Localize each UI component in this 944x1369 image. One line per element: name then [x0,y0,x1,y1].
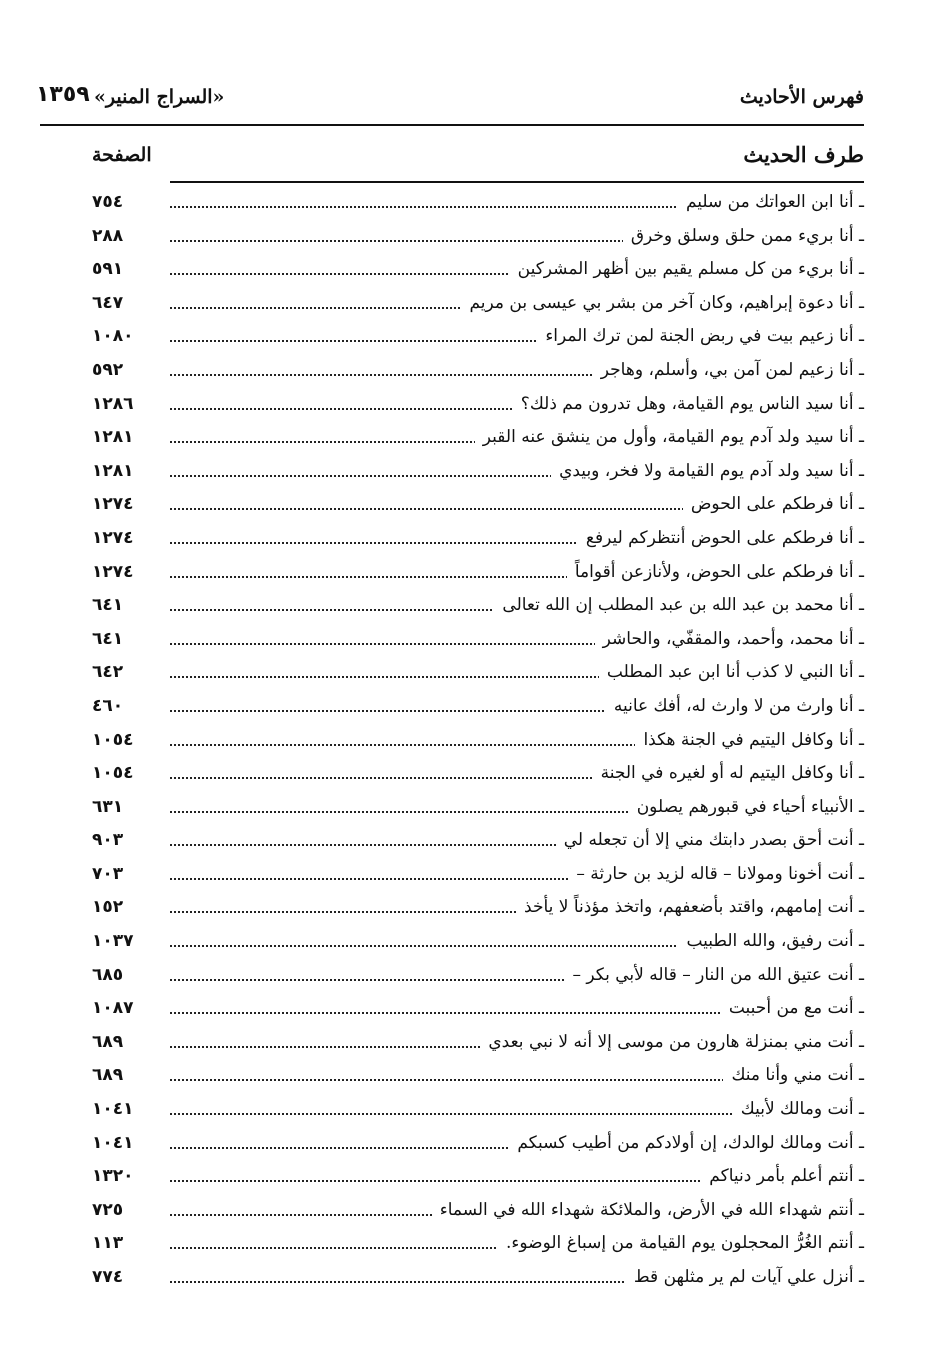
index-entry [40,354,864,388]
entry-page-number: ٦٤١ [92,628,124,649]
entry-hadith-text: ـ أنا وارث من لا وارث له، أفك عانيه [606,696,864,716]
entry-hadith-text: ـ أنا دعوة إبراهيم، وكان آخر من بشر بي عيسى بن مريم [461,293,864,313]
book-title: «السراج المنير» [94,86,225,108]
index-entry [40,925,864,959]
index-entry [40,959,864,993]
entry-page-number: ٦٤٧ [92,292,124,313]
entry-page-number: ١٠٣٧ [92,931,134,952]
entry-page-number: ١١٣ [92,1233,124,1254]
index-entry [40,589,864,623]
index-entry [40,455,864,489]
index-entry [40,388,864,422]
entry-hadith-text: ـ أنتم شهداء الله في الأرض، والملائكة شهداء الله في السماء [432,1200,864,1220]
index-entry [40,1127,864,1161]
index-entry [40,724,864,758]
entry-hadith-text: ـ أنا سيد الناس يوم القيامة، وهل تدرون مم ذلك؟ [513,394,864,414]
index-entry [40,858,864,892]
entry-page-number: ١٢٧٤ [92,494,134,515]
entry-page-number: ١٠٨٠ [92,326,134,347]
entry-hadith-text: ـ أنت عتيق الله من النار – قاله لأبي بكر – [564,965,864,985]
index-entry [40,1194,864,1228]
entry-hadith-text: ـ أنا فرطكم على الحوض، ولأنازعن أقواماً [567,562,864,582]
entry-page-number: ١٠٤١ [92,1132,134,1153]
index-entry [40,1059,864,1093]
entry-page-number: ٤٦٠ [92,695,124,716]
entry-hadith-text: ـ أنت ومالك لوالدك، إن أولادكم من أطيب كسبكم [509,1133,864,1153]
entry-page-number: ١٥٢ [92,897,124,918]
entry-page-number: ١٠٤١ [92,1099,134,1120]
entry-list [40,186,864,1295]
entry-hadith-text: ـ أنت مع من أحببت [721,998,864,1018]
entry-hadith-text: ـ أنا محمد بن عبد الله بن عبد المطلب إن الله تعالى [494,595,864,615]
entry-hadith-text: ـ أنت أحق بصدر دابتك مني إلا أن تجعله لي [556,830,864,850]
entry-page-number: ٦٨٥ [92,964,124,985]
entry-hadith-text: ـ أنا وكافل اليتيم له أو لغيره في الجنة [593,763,864,783]
index-entry [40,690,864,724]
entry-page-number: ١٢٨٦ [92,393,134,414]
section-title: فهرس الأحاديث [739,86,864,108]
index-entry [40,1227,864,1261]
entry-hadith-text: ـ أنتم الغُرُّ المحجلون يوم القيامة من إسباغ الوضوء. [498,1233,864,1253]
index-entry [40,287,864,321]
index-entry [40,757,864,791]
running-header [36,82,864,122]
index-entry [40,220,864,254]
index-entry [40,488,864,522]
entry-hadith-text: ـ أنا سيد ولد آدم يوم القيامة، وأول من ينشق عنه القبر [475,427,864,447]
entry-page-number: ٩٠٣ [92,830,124,851]
entry-page-number: ١٢٨١ [92,427,134,448]
entry-page-number: ٢٨٨ [92,225,124,246]
entry-hadith-text: ـ أنا وكافل اليتيم في الجنة هكذا [635,730,864,750]
entry-page-number: ١٠٥٤ [92,763,134,784]
entry-page-number: ٧٢٥ [92,1199,124,1220]
entry-hadith-text: ـ أنزل علي آيات لم ير مثلهن قط [626,1267,864,1287]
entry-hadith-text: ـ أنا بريء من كل مسلم يقيم بين أظهر المشركين [510,259,864,279]
entry-hadith-text: ـ أنا فرطكم على الحوض [683,494,864,514]
entry-page-number: ١٠٨٧ [92,998,134,1019]
entry-page-number: ١٣٢٠ [92,1166,134,1187]
index-entry [40,623,864,657]
entry-page-number: ٥٩١ [92,259,124,280]
page-number: ١٣٥٩ [36,82,90,107]
index-entry [40,556,864,590]
entry-page-number: ١٢٨١ [92,460,134,481]
entry-hadith-text: ـ أنا سيد ولد آدم يوم القيامة ولا فخر، وبيدي [551,461,864,481]
column-hadith-heading: طرف الحديث [743,142,864,167]
entry-hadith-text: ـ أنتم أعلم بأمر دنياكم [701,1166,864,1186]
index-entry [40,656,864,690]
entry-hadith-text: ـ أنا زعيم لمن آمن بي، وأسلم، وهاجر [593,360,864,380]
column-headers [40,142,864,182]
index-entry [40,1160,864,1194]
index-entry [40,1093,864,1127]
entry-hadith-text: ـ أنت مني بمنزلة هارون من موسى إلا أنه لا نبي بعدي [480,1032,864,1052]
entry-hadith-text: ـ أنا ابن العواتك من سليم [678,192,864,212]
index-entry [40,1261,864,1295]
index-entry [40,1026,864,1060]
entry-hadith-text: ـ أنت إمامهم، واقتد بأضعفهم، واتخذ مؤذناً لا يأخذ [516,897,864,917]
entry-hadith-text: ـ أنت رفيق، والله الطبيب [678,931,864,951]
column-page-heading: الصفحة [92,144,152,166]
entry-hadith-text: ـ أنا فرطكم على الحوض أنتظركم ليرفع [578,528,864,548]
index-entry [40,320,864,354]
entry-page-number: ٦٣١ [92,796,124,817]
entry-page-number: ٥٩٢ [92,359,124,380]
index-entry [40,253,864,287]
entry-page-number: ١٠٥٤ [92,729,134,750]
entry-page-number: ٦٤١ [92,595,124,616]
entry-hadith-text: ـ أنت ومالك لأبيك [733,1099,864,1119]
entry-page-number: ٦٨٩ [92,1031,124,1052]
entry-page-number: ٧٥٤ [92,192,124,212]
entry-hadith-text: ـ أنا النبي لا كذب أنا ابن عبد المطلب [599,662,864,682]
index-entry [40,791,864,825]
entry-hadith-text: ـ أنا بريء ممن حلق وسلق وخرق [623,226,864,246]
entry-page-number: ٧٠٣ [92,863,124,884]
entry-hadith-text: ـ أنا زعيم بيت في ربض الجنة لمن ترك المراء [537,326,864,346]
entry-hadith-text: ـ الأنبياء أحياء في قبورهم يصلون [629,797,864,817]
column-rule [170,181,864,183]
index-entry [40,824,864,858]
entry-hadith-text: ـ أنت مني وأنا منك [723,1065,864,1085]
entry-page-number: ٦٨٩ [92,1065,124,1086]
entry-hadith-text: ـ أنا محمد، وأحمد، والمقفّي، والحاشر [595,629,864,649]
entry-hadith-text: ـ أنت أخونا ومولانا – قاله لزيد بن حارثة – [568,864,864,884]
index-entry [40,186,864,220]
header-rule [40,124,864,126]
entry-page-number: ٦٤٢ [92,662,124,683]
entry-page-number: ١٢٧٤ [92,561,134,582]
entry-page-number: ١٢٧٤ [92,527,134,548]
index-entry [40,421,864,455]
index-entry [40,891,864,925]
index-entry [40,522,864,556]
index-entry [40,992,864,1026]
entry-page-number: ٧٧٤ [92,1267,124,1287]
